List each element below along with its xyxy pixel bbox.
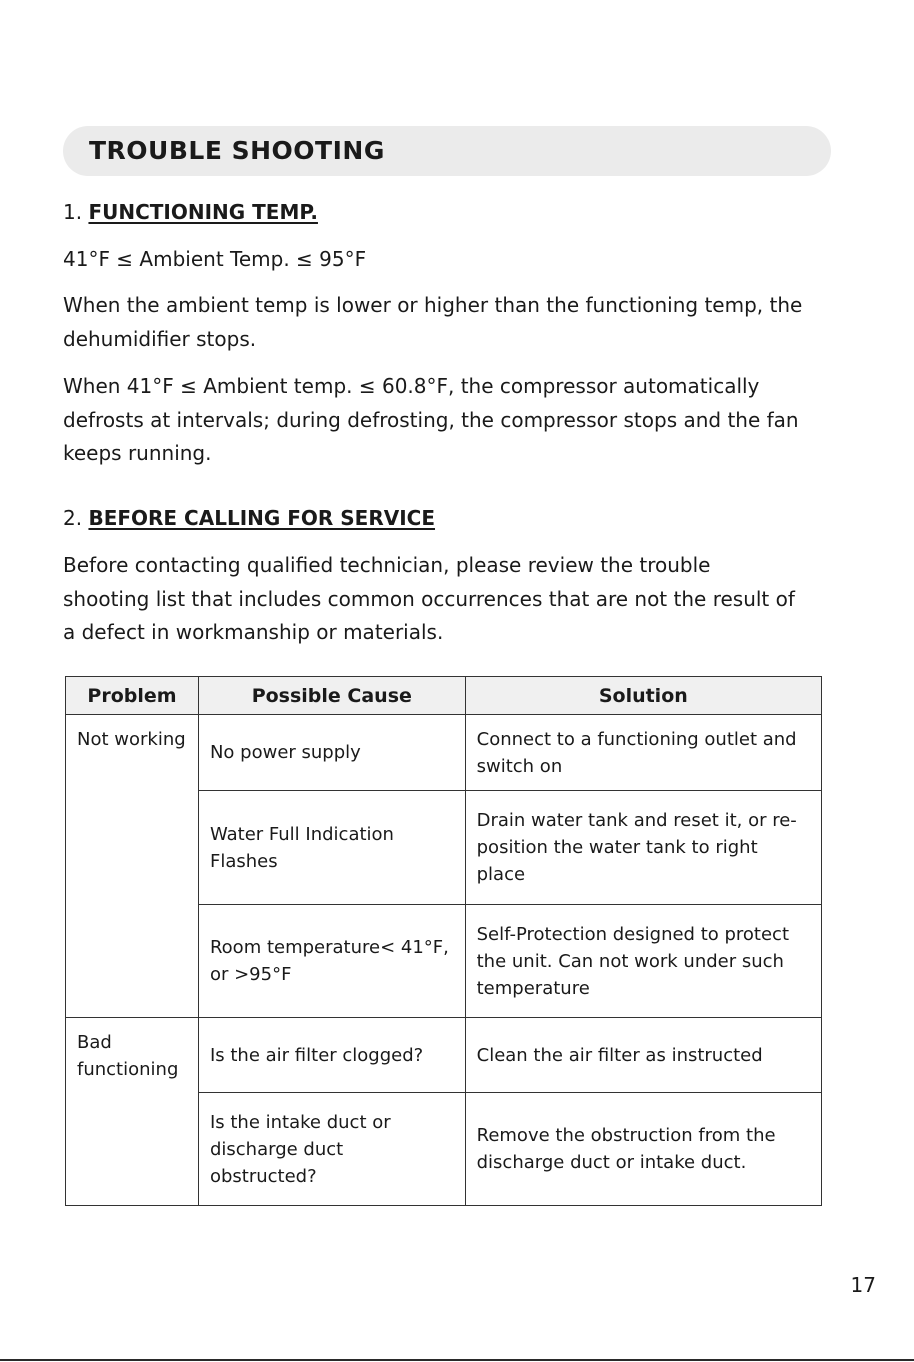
cause-cell: No power supply xyxy=(198,715,465,791)
section-1-heading xyxy=(63,200,318,224)
troubleshooting-table xyxy=(65,676,822,1206)
functioning-temp-paragraph: When the ambient temp is lower or higher than the functioning temp, the dehumidifier stops. xyxy=(63,293,803,351)
table-header-row xyxy=(66,677,822,715)
column-header-cause: Possible Cause xyxy=(198,677,465,715)
problem-cell: Not working xyxy=(66,715,199,1018)
section-2-title: BEFORE CALLING FOR SERVICE xyxy=(88,506,436,530)
table-row xyxy=(66,1018,822,1093)
cause-cell: Is the intake duct or discharge duct obstructed? xyxy=(198,1093,465,1206)
section-2-heading xyxy=(63,506,435,530)
cause-cell: Water Full Indication Flashes xyxy=(198,791,465,905)
bottom-divider xyxy=(0,1359,914,1361)
solution-cell: Remove the obstruction from the discharge duct or intake duct. xyxy=(465,1093,821,1206)
column-header-solution: Solution xyxy=(465,677,821,715)
defrost-paragraph: When 41°F ≤ Ambient temp. ≤ 60.8°F, the compressor automatically defrosts at intervals; during defrosting, the compressor stops and the fan keeps running. xyxy=(63,374,799,465)
solution-cell: Clean the air filter as instructed xyxy=(465,1018,821,1093)
table-row xyxy=(66,715,822,791)
section-header-bar xyxy=(63,126,831,176)
page-title: TROUBLE SHOOTING xyxy=(89,136,385,165)
solution-cell: Self-Protection designed to protect the unit. Can not work under such temperature xyxy=(465,905,821,1018)
problem-cell: Bad functioning xyxy=(66,1018,199,1206)
temp-range-text: 41°F ≤ Ambient Temp. ≤ 95°F xyxy=(63,247,367,271)
page-number: 17 xyxy=(850,1273,876,1297)
section-1-title: FUNCTIONING TEMP. xyxy=(88,200,318,224)
cause-cell: Is the air filter clogged? xyxy=(198,1018,465,1093)
cause-cell: Room temperature< 41°F, or >95°F xyxy=(198,905,465,1018)
service-intro-paragraph: Before contacting qualified technician, please review the trouble shooting list that includes common occurrences that are not the result of a defect in workmanship or materials. xyxy=(63,553,795,644)
solution-cell: Drain water tank and reset it, or re-position the water tank to right place xyxy=(465,791,821,905)
solution-cell: Connect to a functioning outlet and switch on xyxy=(465,715,821,791)
section-1-number: 1. xyxy=(63,200,83,224)
section-2-number: 2. xyxy=(63,506,83,530)
column-header-problem: Problem xyxy=(66,677,199,715)
